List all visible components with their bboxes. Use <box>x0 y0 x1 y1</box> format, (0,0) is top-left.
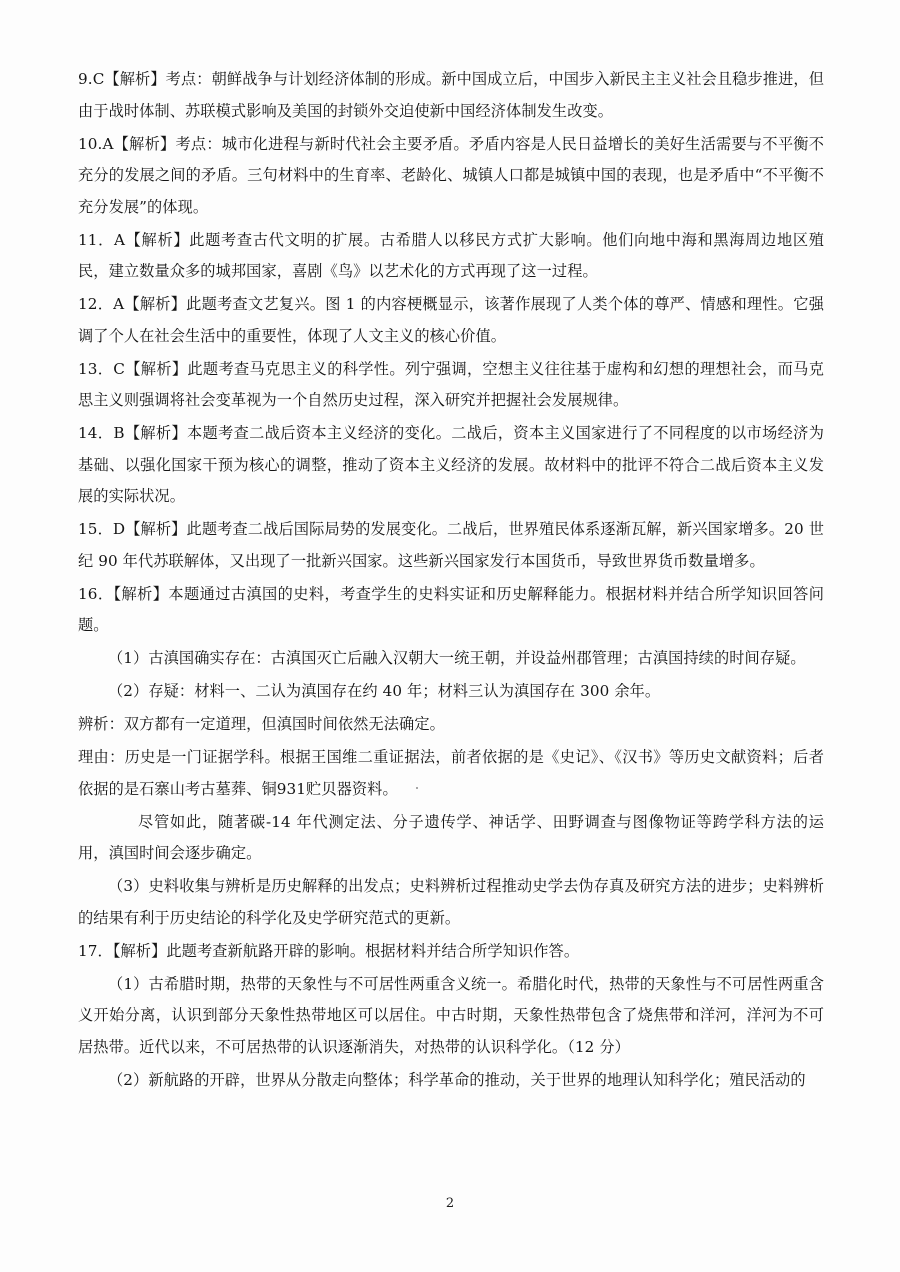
answer-paragraph-16-note: 尽管如此，随著碳-14 年代测定法、分子遗传学、神话学、田野调查与图像物证等跨学科方法的运用，滇国时间会逐步确定。 <box>78 812 824 862</box>
answer-paragraph-16: 16．【解析】本题通过古滇国的史料，考查学生的史料实证和历史解释能力。根据材料并结合所学知识回答问题。 <box>78 584 824 634</box>
answer-paragraph-16-reason: 理由：历史是一门证据学科。根据王国维二重证据法，前者依据的是《史记》、《汉书》等历史文献资料；后者依据的是石寨山考古墓葬、铜931贮贝器资料。 <box>78 748 824 798</box>
answer-paragraph-17: 17．【解析】此题考查新航路开辟的影响。根据材料并结合所学知识作答。 <box>78 941 580 960</box>
answer-paragraph-12: 12．A【解析】此题考查文艺复兴。图 1 的内容梗概显示，该著作展现了人类个体的尊严、情感和理性。它强调了个人在社会生活中的重要性，体现了人文主义的核心价值。 <box>78 295 824 345</box>
page-number: 2 <box>445 1196 455 1211</box>
answer-paragraph-16-2: （2）存疑：材料一、二认为滇国存在约 40 年；材料三认为滇国存在 300 余年。 <box>108 682 661 700</box>
answer-paragraph-16-analysis: 辨析：双方都有一定道理，但滇国时间依然无法确定。 <box>78 715 445 733</box>
answer-paragraph-10: 10.A【解析】考点：城市化进程与新时代社会主要矛盾。矛盾内容是人民日益增长的美好生活需要与不平衡不充分的发展之间的矛盾。三句材料中的生育率、老龄化、城镇人口都是城镇中国的表现，也是矛盾中“不平衡不充分发展”的体现。 <box>78 134 824 216</box>
answer-paragraph-17-1: （1）古希腊时期，热带的天象性与不可居性两重含义统一。希腊化时代，热带的天象性与不可居性两重含义开始分离，认识到部分天象性热带地区可以居住。中古时期，天象性热带包含了烧焦带和洋河，洋河为不可居热带。近代以来，不可居热带的认识逐渐消失，对热带的认识科学化。（12 分） <box>78 974 824 1056</box>
answer-paragraph-16-1: （1）古滇国确实存在：古滇国灭亡后融入汉朝大一统王朝，并设益州郡管理；古滇国持续的时间存疑。 <box>108 649 806 667</box>
answer-paragraph-15: 15．D【解析】此题考查二战后国际局势的发展变化。二战后，世界殖民体系逐渐瓦解，新兴国家增多。20 世纪 90 年代苏联解体，又出现了一批新兴国家。这些新兴国家发行本国货币，导致世界货币数量增多。 <box>78 520 824 570</box>
answer-paragraph-11: 11．A【解析】此题考查古代文明的扩展。古希腊人以移民方式扩大影响。他们向地中海和黑海周边地区殖民，建立数量众多的城邦国家，喜剧《鸟》以艺术化的方式再现了这一过程。 <box>78 230 824 280</box>
answer-paragraph-9: 9.C【解析】考点：朝鲜战争与计划经济体制的形成。新中国成立后，中国步入新民主主义社会且稳步推进，但由于战时体制、苏联模式影响及美国的封锁外交迫使新中国经济体制发生改变。 <box>78 70 824 120</box>
answer-paragraph-14: 14．B【解析】本题考查二战后资本主义经济的变化。二战后，资本主义国家进行了不同程度的以市场经济为基础、以强化国家干预为核心的调整，推动了资本主义经济的发展。故材料中的批评不符合二战后资本主义发展的实际状况。 <box>78 424 824 505</box>
answer-paragraph-17-2: （2）新航路的开辟，世界从分散走向整体；科学革命的推动，关于世界的地理认知科学化；殖民活动的 <box>108 1070 806 1089</box>
document-body <box>78 64 824 1098</box>
answer-paragraph-13: 13．C【解析】此题考查马克思主义的科学性。列宁强调，空想主义往往基于虚构和幻想的理想社会，而马克思主义则强调将社会变革视为一个自然历史过程，深入研究并把握社会发展规律。 <box>78 359 824 409</box>
answer-paragraph-16-3: （3）史料收集与辨析是历史解释的出发点；史料辨析过程推动史学去伪存真及研究方法的进步；史料辨析的结果有利于历史结论的科学化及史学研究范式的更新。 <box>78 877 824 927</box>
